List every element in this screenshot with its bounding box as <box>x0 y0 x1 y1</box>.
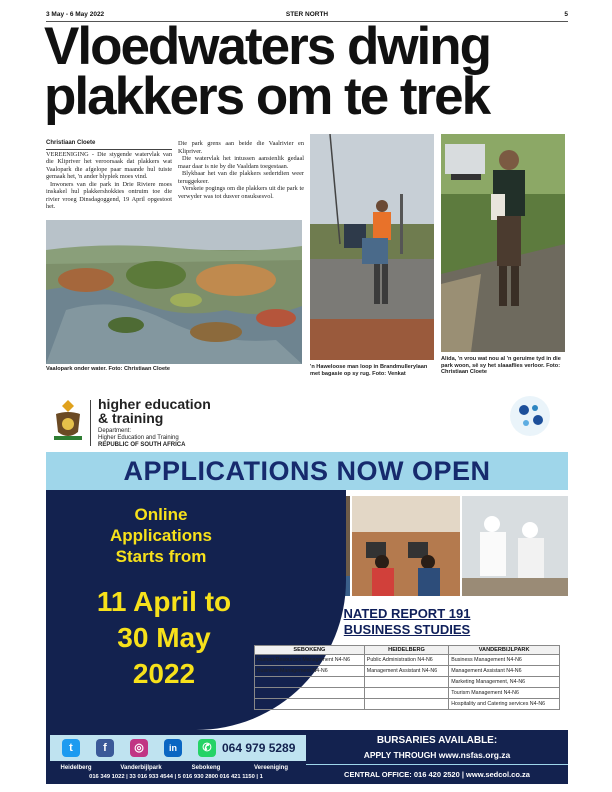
dates-line-3: 2022 <box>132 658 196 689</box>
online-text <box>46 504 276 567</box>
department-header <box>46 392 568 452</box>
column-header: VANDERBIJLPARK <box>449 646 560 655</box>
nated-report-title <box>312 606 502 638</box>
table-cell: Business Management N4-N6 <box>255 666 365 677</box>
table-cell: Hospitality and Catering services N4-N6 <box>449 699 560 710</box>
apply-link[interactable]: APPLY THROUGH www.nsfas.org.za <box>363 750 511 760</box>
online-line-2: Applications <box>109 526 212 545</box>
campus-name: Vanderbijlpark <box>120 765 162 771</box>
table-cell: Management Assistant N4-N6 <box>449 666 560 677</box>
online-line-3: Starts from <box>115 547 207 566</box>
table-cell: Business Management N4-N6 <box>449 655 560 666</box>
headline <box>44 17 569 126</box>
central-office: CENTRAL OFFICE: 016 420 2520 | www.sedcol.co.za <box>344 770 530 779</box>
aerial-caption: Vaalopark onder water. Foto: Christiaan Cloete <box>46 366 171 372</box>
campus-name: Heidelberg <box>60 765 92 771</box>
linkedin-icon[interactable]: in <box>164 739 182 757</box>
application-dates <box>46 584 282 692</box>
contact-footer <box>46 730 306 784</box>
whatsapp-icon[interactable]: ✆ <box>198 739 216 757</box>
dept-title-2: & training <box>98 410 164 426</box>
table-cell <box>255 688 365 699</box>
report-line-1: NATED REPORT 191 <box>343 606 471 621</box>
table-header-row <box>255 646 560 655</box>
campus-name: Sebokeng <box>191 765 221 771</box>
aerial-flood-photo <box>46 220 302 364</box>
paragraph: Die park grens aan beide die Vaalrivier en Klipriver. <box>178 140 304 155</box>
online-line-1: Online <box>134 505 188 524</box>
table-cell <box>255 677 365 688</box>
headline-line-2: plakkers om te trek <box>44 67 490 126</box>
table-row <box>255 688 560 699</box>
page-number: 5 <box>564 11 568 18</box>
instagram-icon[interactable]: ◎ <box>130 739 148 757</box>
table-cell: Human Resources Management N4-N6 <box>255 655 365 666</box>
twitter-icon[interactable]: t <box>62 739 80 757</box>
whatsapp-number: 064 979 5289 <box>222 741 296 755</box>
dates-line-2: 30 May <box>117 622 211 653</box>
paragraph: Blykbaar het van die plakkers sedertdien weer teruggekeer. <box>178 170 304 185</box>
table-cell <box>364 699 448 710</box>
campus-phones: 016 349 1022 | 33 016 933 4544 | 5 016 930 2800 016 421 1150 | 1 <box>89 774 263 780</box>
dept-sub-1: Department: <box>98 428 132 434</box>
campus-name: Vereeniging <box>253 765 288 771</box>
byline: Christiaan Cloete <box>46 140 172 150</box>
paragraph: Die watervlak het intussen aansienlik gedaal maar daar is nie by die Vaaldam toegestaan. <box>178 155 304 170</box>
kitchen-photo <box>462 496 568 596</box>
facebook-icon[interactable]: f <box>96 739 114 757</box>
article-column-1 <box>46 140 172 211</box>
applications-banner <box>46 452 568 490</box>
table-cell <box>364 677 448 688</box>
paragraph: VEREENIGING - Die stygende watervlak van die Klipriver het veroorsaak dat plakkers wat Vaalopark die afgelope paar maande hul tuiste gemaak het, 'n ander blyplek moes vind. <box>46 150 172 180</box>
woman-caption: Alida, 'n vrou wat nou al 'n geruime tyd in die park woon, sê sy het slaaaflies verloor. Foto: Christiaan Cloete <box>441 356 561 376</box>
woman-photo <box>441 134 565 352</box>
article-column-2 <box>178 140 304 200</box>
course-schedule-table <box>254 645 560 710</box>
table-row <box>255 655 560 666</box>
bursaries-footer <box>306 730 568 784</box>
table-cell <box>255 699 365 710</box>
banner-text: APPLICATIONS NOW OPEN <box>123 456 491 486</box>
man-caption: 'n Haweloose man loop in Brandmullerylaan met bagasie op sy rug. Foto: Venkat <box>310 364 428 377</box>
report-line-2: BUSINESS STUDIES <box>343 622 471 637</box>
table-cell: Management Assistant N4-N6 <box>364 666 448 677</box>
coat-of-arms-icon <box>52 398 84 442</box>
bursaries-text: BURSARIES AVAILABLE: <box>376 735 498 746</box>
headline-line-1: Vloedwaters dwing <box>44 17 491 76</box>
dept-title-1: higher education <box>98 396 211 412</box>
issue-date: 3 May - 6 May 2022 <box>46 11 105 18</box>
table-cell: Tourism Management N4-N6 <box>449 688 560 699</box>
table-row <box>255 666 560 677</box>
table-row <box>255 699 560 710</box>
table-cell: Marketing Management, N4-N6 <box>449 677 560 688</box>
dept-sub-2: Higher Education and Training <box>98 435 179 441</box>
column-header: HEIDELBERG <box>364 646 448 655</box>
paragraph: Inwoners van die park in Drie Riviere moes inskakel hul plakkershokkies ontruim toe die rivier vroeg Dinsdagoggend, 19 April opgestoot het. <box>46 180 172 210</box>
social-icons-bar <box>50 735 306 761</box>
man-with-bags-photo <box>310 134 434 360</box>
paper-name: STER NORTH <box>285 11 329 18</box>
dates-line-1: 11 April to <box>96 586 232 617</box>
classroom-photo-2 <box>352 496 460 596</box>
college-logo-icon <box>508 394 552 438</box>
dept-sub-3: REPUBLIC OF SOUTH AFRICA <box>98 442 186 448</box>
column-header: SEBOKENG <box>255 646 365 655</box>
paragraph: Verskeie pogings om die plakkers uit die park te verwyder was tot dusver onsuksesvol. <box>178 185 304 200</box>
table-cell: Public Administration N4-N6 <box>364 655 448 666</box>
college-advertisement <box>46 392 568 784</box>
table-row <box>255 677 560 688</box>
table-cell <box>364 688 448 699</box>
